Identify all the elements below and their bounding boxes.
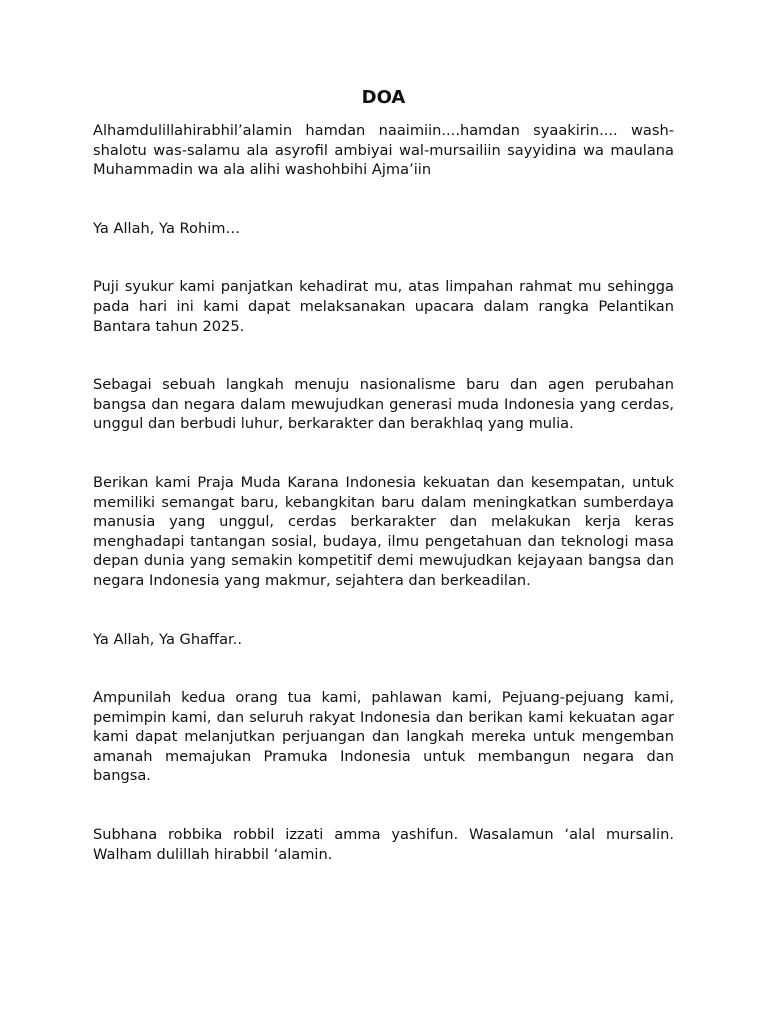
paragraph-gratitude: Puji syukur kami panjatkan kehadirat mu, atas limpahan rahmat mu sehingga pada hari ini kami dapat melaksanakan upacara dalam rangka Pelantikan Bantara tahun 2025. — [93, 278, 674, 335]
paragraph-closing: Subhana robbika robbil izzati amma yashifun. Wasalamun ‘alal mursalin. Walham dulillah hirabbil ‘alamin. — [93, 826, 674, 863]
paragraph-opening: Alhamdulillahirabhil’alamin hamdan naaimiin....hamdan syaakirin.... wash-shalotu was-salamu ala asyrofil ambiyai wal-mursailiin sayyidina wa maulana Muhammadin wa ala alihi washohbihi Ajma’iin — [93, 122, 674, 179]
document-title: DOA — [361, 87, 406, 108]
paragraph-strength: Berikan kami Praja Muda Karana Indonesia kekuatan dan kesempatan, untuk memiliki semangat baru, kebangkitan baru dalam meningkatkan sumberdaya manusia yang unggul, cerdas berkarakter dan melakukan kerja keras menghadapi tantangan sosial, budaya, ilmu pengetahuan dan teknologi masa depan dunia yang semakin kompetitif demi mewujudkan kejayaan bangsa dan negara Indonesia yang makmur, sejahtera dan berkeadilan. — [93, 473, 674, 589]
paragraph-invocation-ghaffar: Ya Allah, Ya Ghaffar.. — [93, 630, 242, 648]
document-page — [93, 86, 674, 864]
paragraph-spacer — [93, 180, 674, 219]
paragraph-spacer — [93, 238, 674, 277]
paragraph-forgiveness: Ampunilah kedua orang tua kami, pahlawan kami, Pejuang-pejuang kami, pemimpin kami, dan seluruh rakyat Indonesia dan berikan kami kekuatan agar kami dapat melanjutkan perjuangan dan langkah mereka untuk mengemban amanah memajukan Pramuka Indonesia untuk membangun negara dan bangsa. — [93, 689, 674, 785]
paragraph-spacer — [93, 649, 674, 688]
paragraph-spacer — [93, 434, 674, 473]
paragraph-spacer — [93, 591, 674, 630]
paragraph-spacer — [93, 786, 674, 825]
paragraph-spacer — [93, 336, 674, 375]
paragraph-nationalism: Sebagai sebuah langkah menuju nasionalisme baru dan agen perubahan bangsa dan negara dalam mewujudkan generasi muda Indonesia yang cerdas, unggul dan berbudi luhur, berkarakter dan berakhlaq yang mulia. — [93, 376, 674, 433]
paragraph-invocation-rohim: Ya Allah, Ya Rohim… — [93, 219, 241, 237]
